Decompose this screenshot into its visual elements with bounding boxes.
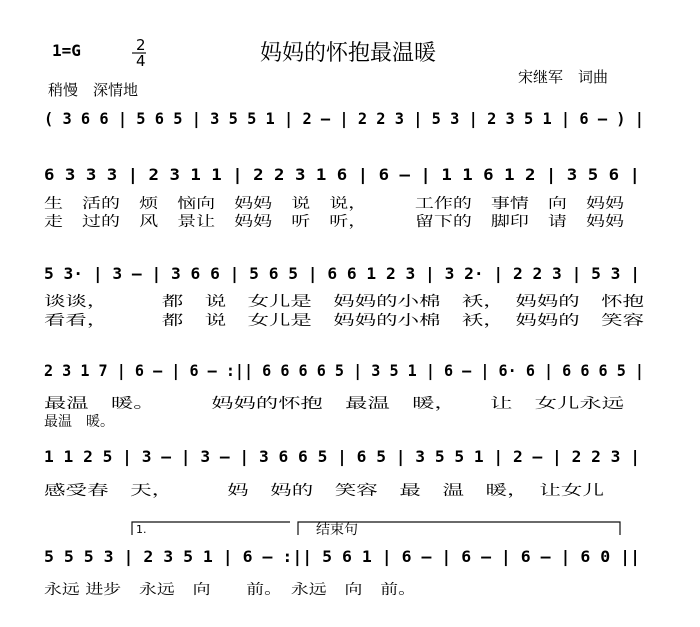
composer-credit: 宋继军 词曲 (518, 68, 609, 86)
notation-row-4: 2 3 1 7 | 6 – | 6 – :|| 6 6 6 6 5 | 3 5 1 | 6 – | 6· 6 | 6 6 6 5 | (44, 361, 680, 380)
notation-row-6: 5 5 5 3 | 2 3 5 1 | 6 – :|| 5 6 1 | 6 – | 6 – | 6 – | 6 0 || (44, 547, 622, 566)
first-ending-label: 1. (136, 523, 147, 536)
lyric-row-3-verse-1: 谈谈， 都 说 女儿是 妈妈的小棉 袄， 妈妈的 怀抱 (44, 294, 436, 310)
lyric-row-2-verse-1: 生 活的 烦 恼向 妈妈 说 说， 工作的 事情 向 妈妈 (44, 196, 471, 212)
notation-row-2: 6 3 3 3 | 2 3 1 1 | 2 2 3 1 6 | 6 – | 1 1 6 1 2 | 3 5 6 | (44, 165, 594, 184)
notation-row-3: 5 3· | 3 – | 3 6 6 | 5 6 5 | 6 6 1 2 3 | 3 2· | 2 2 3 | 5 3 | (44, 264, 632, 283)
song-title: 妈妈的怀抱最温暖 (260, 41, 437, 66)
lyric-row-4-verse-2: 最温 暖。 (44, 414, 114, 430)
lyric-row-3-verse-2: 看看， 都 说 女儿是 妈妈的小棉 袄， 妈妈的 笑容 (44, 313, 436, 329)
time-signature-numerator: 2 (136, 36, 146, 54)
coda-label: 结束句 (316, 522, 358, 538)
lyric-row-2-verse-2: 走 过的 风 景让 妈妈 听 听， 留下的 脚印 请 妈妈 (44, 214, 471, 230)
lyric-row-5: 感受春 天， 妈 妈的 笑容 最 温 暖， 让女儿 (44, 483, 408, 499)
time-signature-denominator: 4 (136, 52, 146, 70)
notation-row-1: ( 3 6 6 | 5 6 5 | 3 5 5 1 | 2 – | 2 2 3 | 5 3 | 2 3 5 1 | 6 – ) | (44, 109, 671, 128)
key-signature: 1=G (52, 41, 81, 60)
tempo-marking: 稍慢 深情地 (48, 81, 139, 99)
notation-row-5: 1 1 2 5 | 3 – | 3 – | 3 6 6 5 | 6 5 | 3 5 5 1 | 2 – | 2 2 3 | (44, 447, 632, 466)
lyric-row-4-verse-1: 最温 暖。 妈妈的怀抱 最温 暖， 让 女儿永远 (44, 396, 408, 412)
lyric-row-6: 永远 进步 永远 向 前。 永远 向 前。 (44, 582, 336, 598)
first-ending-bracket (132, 522, 290, 535)
